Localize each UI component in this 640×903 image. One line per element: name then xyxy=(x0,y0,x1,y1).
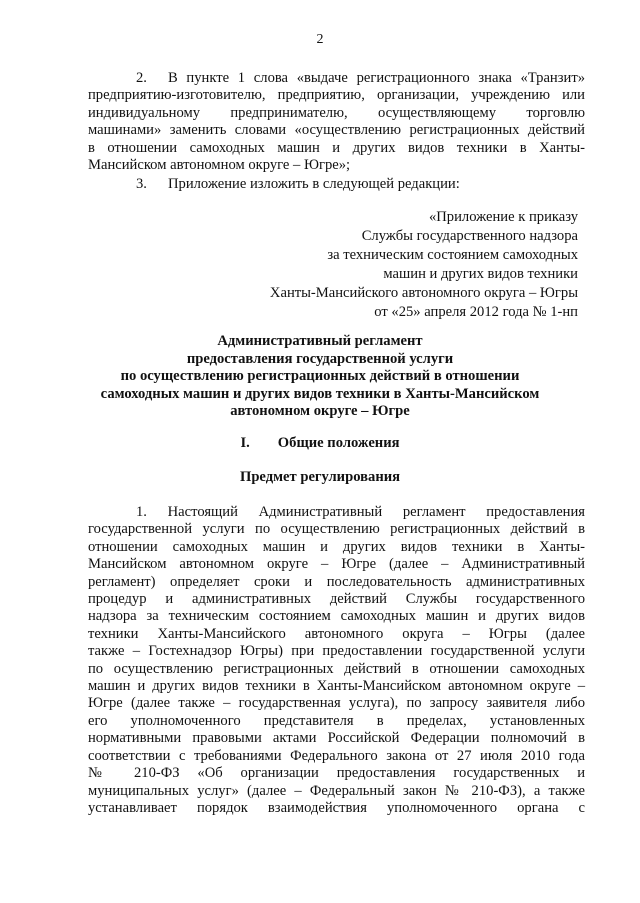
item-2-line-1: 2. В пункте 1 слова «выдаче регистрационного знака «Транзит» xyxy=(136,70,585,86)
item-3-number: 3. xyxy=(136,176,147,192)
main-line-11: машин и других видов техники в Ханты-Мансийском автономном округе – xyxy=(88,678,585,695)
main-line-1: 1. Настоящий Административный регламент предоставления xyxy=(136,504,585,520)
main-line-13: его уполномоченного представителя в пределах, установленных xyxy=(88,712,585,729)
title-line-5: автономном округе – Югре xyxy=(230,403,410,420)
title-line-3: по осуществлению регистрационных действий в отношении xyxy=(120,368,520,385)
main-line-4: Мансийском автономном округе – Югре (далее – Административный xyxy=(88,556,585,573)
main-line-7: надзора за техническим состоянием самоходных машин и других видов xyxy=(88,608,585,625)
main-line-8: техники Ханты-Мансийского автономного округа – Югры (далее xyxy=(88,625,585,642)
main-line-12: Югре (далее также – государственная услуга), по запросу заявителя либо xyxy=(88,695,585,712)
appendix-line-1: «Приложение к приказу xyxy=(428,209,578,225)
item-2-line-3: индивидуальному предпринимателю, осуществляющему торговлю xyxy=(88,104,585,121)
main-line-14: нормативными правовыми актами Российской Федерации полномочий в xyxy=(88,730,585,747)
appendix-line-4: машин и других видов техники xyxy=(383,266,578,282)
item-2-paragraph xyxy=(88,70,585,174)
item-2-line-2: предприятию-изготовителю, предприятию, организации, учреждению или xyxy=(88,87,585,104)
page-number: 2 xyxy=(316,32,324,47)
main-line-6: процедур и административных действий Службы государственного xyxy=(88,591,585,608)
item-2-line-6: Мансийском автономном округе – Югре»; xyxy=(88,157,351,174)
appendix-line-3: за техническим состоянием самоходных xyxy=(327,247,578,263)
section-title: Общие положения xyxy=(277,435,400,451)
title-line-1: Административный регламент xyxy=(217,333,423,349)
main-paragraph xyxy=(88,504,585,817)
main-line-16: № 210-ФЗ «Об организации предоставления государственных и xyxy=(88,765,585,782)
title-line-4: самоходных машин и других видов техники в Ханты-Мансийском xyxy=(100,385,540,402)
section-heading xyxy=(60,435,580,452)
document-title xyxy=(60,333,580,421)
main-line-5: регламент) определяет сроки и последовательность административных xyxy=(88,573,585,590)
main-line-17: муниципальных услуг» (далее – Федеральный закон № 210-ФЗ), а также xyxy=(88,782,585,799)
item-2-number: 2. xyxy=(136,70,147,86)
appendix-line-5: Ханты-Мансийского автономного округа – Югры xyxy=(269,285,578,301)
item-3-line: 3. Приложение изложить в следующей редакции: xyxy=(136,176,460,192)
main-line-18: устанавливает порядок взаимодействия уполномоченного органа с xyxy=(88,799,585,816)
main-line-10: по осуществлению регистрационных действий в отношении самоходных xyxy=(88,660,585,677)
appendix-line-2: Службы государственного надзора xyxy=(361,228,578,244)
main-line-3: отношении самоходных машин и других видов техники в Ханты- xyxy=(88,538,585,555)
item-2-line-4: машинами» заменить словами «осуществлению регистрационных действий xyxy=(88,122,585,139)
appendix-line-6: от «25» апреля 2012 года № 1-нп xyxy=(374,304,578,320)
main-line-2: государственной услуги по осуществлению регистрационных действий в xyxy=(88,521,585,538)
item-2-line-5: в отношении самоходных машин и других видов техники в Ханты- xyxy=(88,139,585,156)
subsection-heading: Предмет регулирования xyxy=(239,469,401,485)
item-3-paragraph xyxy=(88,176,585,193)
section-number: I. xyxy=(240,435,250,451)
appendix-reference xyxy=(270,208,578,322)
title-line-2: предоставления государственной услуги xyxy=(186,350,454,367)
main-line-9: также – Гостехнадзор Югры) при предоставлении государственной услуги xyxy=(88,643,585,660)
main-line-15: соответствии с требованиями Федерального закона от 27 июля 2010 года xyxy=(88,747,585,764)
